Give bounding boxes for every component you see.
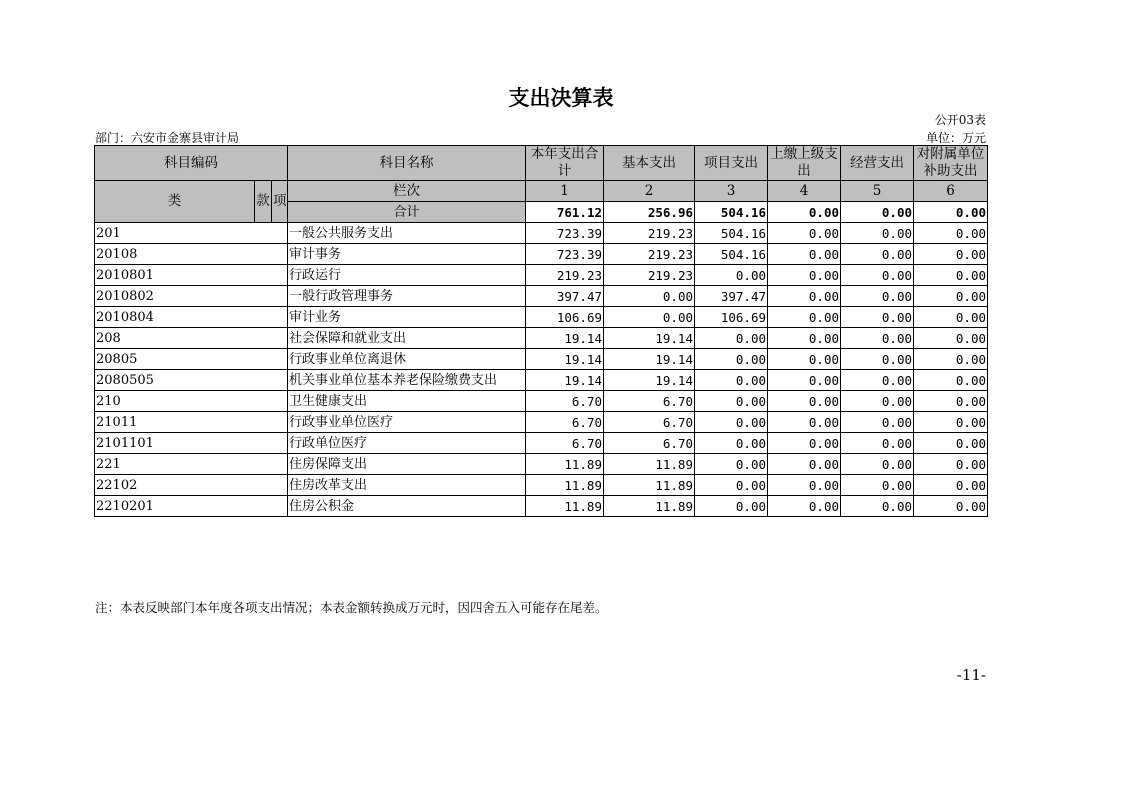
row-value: 0.00 <box>768 391 841 412</box>
row-name: 审计事务 <box>288 244 526 265</box>
row-value: 19.14 <box>526 370 604 391</box>
row-value: 0.00 <box>914 454 988 475</box>
row-value: 0.00 <box>914 433 988 454</box>
row-value: 723.39 <box>526 223 604 244</box>
department-label: 部门：六安市金寨县审计局 <box>95 131 240 145</box>
row-value: 219.23 <box>526 265 604 286</box>
footnote: 注：本表反映部门本年度各项支出情况；本表金额转换成万元时，因四舍五入可能存在尾差。 <box>95 600 608 615</box>
column-number: 6 <box>914 181 988 202</box>
row-code: 2010802 <box>95 286 288 307</box>
row-value: 0.00 <box>914 244 988 265</box>
row-value: 0.00 <box>914 475 988 496</box>
row-value: 0.00 <box>841 265 914 286</box>
row-value: 0.00 <box>695 496 768 517</box>
row-value: 6.70 <box>604 433 695 454</box>
row-value: 0.00 <box>695 391 768 412</box>
table-row <box>95 433 988 454</box>
row-value: 106.69 <box>526 307 604 328</box>
table-row <box>95 223 988 244</box>
row-name: 审计业务 <box>288 307 526 328</box>
table-row <box>95 265 988 286</box>
row-value: 0.00 <box>768 265 841 286</box>
table-row <box>95 286 988 307</box>
row-code: 2010801 <box>95 265 288 286</box>
column-number: 5 <box>841 181 914 202</box>
row-value: 6.70 <box>526 391 604 412</box>
row-value: 0.00 <box>695 412 768 433</box>
table-row <box>95 328 988 349</box>
row-value: 0.00 <box>695 370 768 391</box>
row-value: 0.00 <box>695 328 768 349</box>
row-value: 219.23 <box>604 265 695 286</box>
table-row <box>95 370 988 391</box>
row-value: 0.00 <box>768 328 841 349</box>
row-name: 机关事业单位基本养老保险缴费支出 <box>288 370 526 391</box>
row-value: 0.00 <box>914 391 988 412</box>
header-kuan: 款 <box>255 181 272 223</box>
row-value: 6.70 <box>604 412 695 433</box>
total-value: 256.96 <box>604 202 695 223</box>
row-value: 0.00 <box>841 412 914 433</box>
row-value: 0.00 <box>841 307 914 328</box>
row-code: 2010804 <box>95 307 288 328</box>
form-number: 公开03表 <box>934 113 986 127</box>
column-number: 1 <box>526 181 604 202</box>
row-name: 行政运行 <box>288 265 526 286</box>
table-row <box>95 349 988 370</box>
row-value: 0.00 <box>768 370 841 391</box>
table-row <box>95 412 988 433</box>
row-value: 0.00 <box>914 286 988 307</box>
row-code: 201 <box>95 223 288 244</box>
row-name: 一般公共服务支出 <box>288 223 526 244</box>
row-name: 住房改革支出 <box>288 475 526 496</box>
header-business: 经营支出 <box>841 146 914 181</box>
row-value: 219.23 <box>604 244 695 265</box>
row-value: 0.00 <box>841 244 914 265</box>
row-value: 0.00 <box>768 454 841 475</box>
row-code: 210 <box>95 391 288 412</box>
row-value: 0.00 <box>768 475 841 496</box>
row-code: 20108 <box>95 244 288 265</box>
row-value: 0.00 <box>768 412 841 433</box>
unit-label: 单位：万元 <box>925 131 986 145</box>
column-number: 4 <box>768 181 841 202</box>
row-value: 504.16 <box>695 244 768 265</box>
row-value: 0.00 <box>841 349 914 370</box>
row-value: 0.00 <box>695 433 768 454</box>
row-value: 0.00 <box>604 307 695 328</box>
row-value: 0.00 <box>841 286 914 307</box>
row-value: 0.00 <box>768 286 841 307</box>
page-number: -11- <box>956 666 986 684</box>
row-value: 0.00 <box>695 475 768 496</box>
row-value: 0.00 <box>768 223 841 244</box>
column-number: 2 <box>604 181 695 202</box>
row-code: 2080505 <box>95 370 288 391</box>
row-value: 0.00 <box>695 454 768 475</box>
row-value: 723.39 <box>526 244 604 265</box>
row-value: 0.00 <box>604 286 695 307</box>
header-lanci: 栏次 <box>288 181 526 202</box>
row-name: 住房保障支出 <box>288 454 526 475</box>
row-value: 19.14 <box>604 349 695 370</box>
row-value: 397.47 <box>526 286 604 307</box>
row-value: 19.14 <box>604 328 695 349</box>
row-value: 0.00 <box>768 307 841 328</box>
row-value: 0.00 <box>914 412 988 433</box>
page-title: 支出决算表 <box>508 86 614 110</box>
header-upper: 上缴上级支出 <box>768 146 841 181</box>
row-code: 221 <box>95 454 288 475</box>
total-label: 合计 <box>288 202 526 223</box>
row-value: 0.00 <box>914 223 988 244</box>
row-value: 0.00 <box>768 244 841 265</box>
row-code: 21011 <box>95 412 288 433</box>
header-basic: 基本支出 <box>604 146 695 181</box>
row-code: 208 <box>95 328 288 349</box>
row-value: 19.14 <box>526 349 604 370</box>
row-value: 106.69 <box>695 307 768 328</box>
header-subsidy: 对附属单位补助支出 <box>914 146 988 181</box>
row-value: 0.00 <box>914 265 988 286</box>
row-name: 住房公积金 <box>288 496 526 517</box>
table-row <box>95 391 988 412</box>
row-name: 卫生健康支出 <box>288 391 526 412</box>
row-value: 19.14 <box>526 328 604 349</box>
row-value: 6.70 <box>526 412 604 433</box>
header-name: 科目名称 <box>288 146 526 181</box>
total-value: 504.16 <box>695 202 768 223</box>
row-value: 0.00 <box>695 349 768 370</box>
row-value: 0.00 <box>841 391 914 412</box>
row-name: 社会保障和就业支出 <box>288 328 526 349</box>
column-number: 3 <box>695 181 768 202</box>
row-value: 11.89 <box>604 475 695 496</box>
table-row <box>95 454 988 475</box>
row-name: 一般行政管理事务 <box>288 286 526 307</box>
row-value: 0.00 <box>914 496 988 517</box>
row-value: 11.89 <box>604 454 695 475</box>
header-lei: 类 <box>95 181 255 223</box>
row-value: 0.00 <box>841 328 914 349</box>
row-value: 0.00 <box>914 328 988 349</box>
row-value: 0.00 <box>841 223 914 244</box>
row-name: 行政事业单位医疗 <box>288 412 526 433</box>
row-value: 6.70 <box>526 433 604 454</box>
header-total: 本年支出合计 <box>526 146 604 181</box>
row-value: 0.00 <box>841 433 914 454</box>
row-value: 19.14 <box>604 370 695 391</box>
total-value: 0.00 <box>914 202 988 223</box>
row-value: 0.00 <box>768 433 841 454</box>
row-name: 行政单位医疗 <box>288 433 526 454</box>
table-row <box>95 475 988 496</box>
row-value: 0.00 <box>841 454 914 475</box>
row-value: 11.89 <box>526 454 604 475</box>
row-value: 0.00 <box>841 475 914 496</box>
header-code: 科目编码 <box>95 146 288 181</box>
row-value: 11.89 <box>604 496 695 517</box>
row-code: 2101101 <box>95 433 288 454</box>
row-code: 20805 <box>95 349 288 370</box>
table-row <box>95 244 988 265</box>
row-value: 0.00 <box>914 349 988 370</box>
row-value: 0.00 <box>914 370 988 391</box>
row-value: 6.70 <box>604 391 695 412</box>
header-xiang: 项 <box>272 181 288 223</box>
total-value: 761.12 <box>526 202 604 223</box>
row-value: 397.47 <box>695 286 768 307</box>
row-value: 0.00 <box>841 370 914 391</box>
row-value: 11.89 <box>526 475 604 496</box>
row-value: 0.00 <box>914 307 988 328</box>
row-value: 0.00 <box>768 349 841 370</box>
row-value: 0.00 <box>841 496 914 517</box>
total-value: 0.00 <box>841 202 914 223</box>
total-value: 0.00 <box>768 202 841 223</box>
row-value: 0.00 <box>768 496 841 517</box>
row-value: 504.16 <box>695 223 768 244</box>
row-value: 219.23 <box>604 223 695 244</box>
row-value: 0.00 <box>695 265 768 286</box>
row-name: 行政事业单位离退休 <box>288 349 526 370</box>
row-value: 11.89 <box>526 496 604 517</box>
table-row <box>95 307 988 328</box>
header-row <box>95 146 988 181</box>
table-row <box>95 496 988 517</box>
column-number-row <box>95 181 988 202</box>
row-code: 22102 <box>95 475 288 496</box>
row-code: 2210201 <box>95 496 288 517</box>
header-project: 项目支出 <box>695 146 768 181</box>
expenditure-table <box>94 145 988 517</box>
